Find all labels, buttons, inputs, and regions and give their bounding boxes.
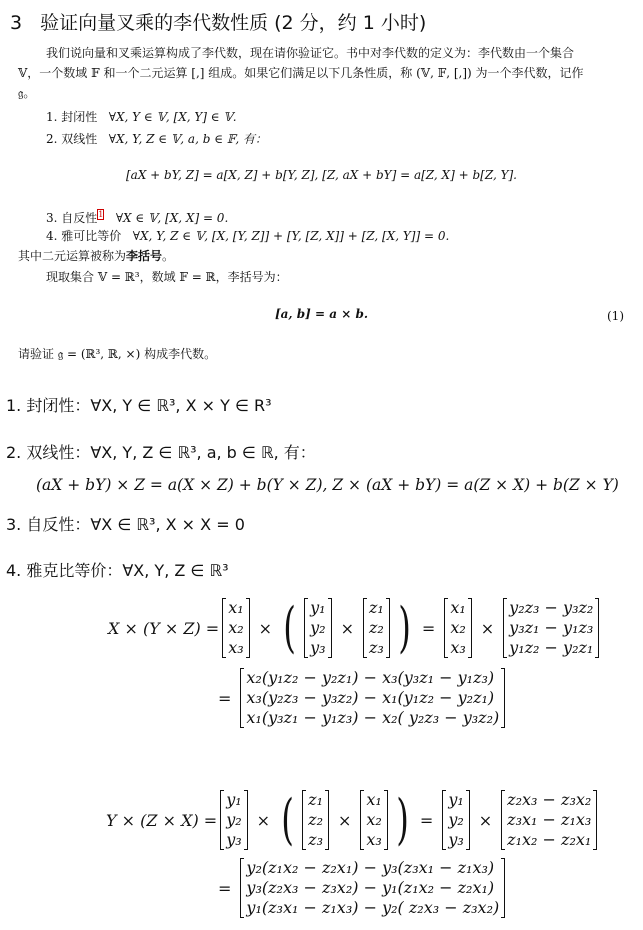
prop-1-label: 1. 封闭性 [46,110,98,124]
equation-number: (1) [607,309,624,323]
answer-bilinear: 2. 双线性：∀X, Y, Z ∈ ℝ³, a, b ∈ ℝ, 有： [6,443,316,462]
jacobi-1-result-matrix: x₂(y₁z₂ − y₂z₁) − x₃(y₃z₁ − y₁z₃) x₃(y₂z₃ − y₃z₂) − x₁(y₁z₂ − y₂z₁) x₁(y₃z₁ − y₁z₃) − x₂( y₂z₃ − y₃z₂) [240,668,505,728]
note-bold: 李括号 [126,249,163,263]
jacobi-2-matrix-zx: z₂x₃ − z₃x₂ z₃x₁ − z₁x₃ z₁x₂ − z₂x₁ [501,790,597,850]
note-post: 。 [162,249,175,263]
section-number: 3 [10,12,23,34]
times-sign: × [337,810,352,830]
jacobi-1-lhs: X × (Y × Z) = [108,618,220,638]
times-sign: × [256,810,271,830]
jacobi-1-matrix-x2: x₁ x₂ x₃ [444,598,471,658]
bilinear-equation [0,168,643,182]
prop-3 [46,205,228,228]
jacobi-2-matrix-y: y₁ y₂ y₃ [220,790,247,850]
bilinear-eq-text: [aX + bY, Z] = a[X, Z] + b[Y, Z], [Z, aX + bY] = a[Z, X] + b[Z, Y]. [125,168,517,182]
answer-closure: 1. 封闭性：∀X, Y ∈ ℝ³, X × Y ∈ R³ [6,396,272,415]
jacobi-1-matrix-yz: y₂z₃ − y₃z₂ y₃z₁ − y₁z₃ y₁z₂ − y₂z₁ [503,598,599,658]
prop-3-text: ∀X ∈ 𝕍, [X, X] = 0. [115,211,229,225]
jacobi-1-result [212,668,508,728]
footnote-marker[interactable]: 1 [98,210,104,219]
jacobi-1-matrix-z: z₁ z₂ z₃ [363,598,390,658]
times-sign: × [480,618,495,638]
equals-sign: = [421,618,436,638]
intro-line-1: 我们说向量和叉乘运算构成了李代数，现在请你验证它。书中对李代数的定义为：李代数由一个集合 [46,46,575,60]
jacobi-2-expansion [106,790,600,850]
prop-3-label: 3. 自反性 [46,211,98,225]
note-pre: 其中二元运算被称为 [18,249,127,263]
prop-1-text: ∀X, Y ∈ 𝕍, [X, Y] ∈ 𝕍. [108,110,237,124]
jacobi-2-result-matrix: y₂(z₁x₂ − z₂x₁) − y₃(z₃x₁ − z₁x₃) y₃(z₂x₃ − z₃x₂) − y₁(z₁x₂ − z₂x₁) y₁(z₃x₁ − z₁x₃) − y₂( z₂x₃ − z₃x₂) [240,858,505,918]
intro-line-2: 𝕍，一个数域 𝔽 和一个二元运算 [,] 组成。如果它们满足以下几条性质，称 (𝕍, 𝔽, [,]) 为一个李代数，记作 [18,66,584,80]
right-paren: ) [396,788,409,851]
equals-sign: = [419,810,434,830]
prop-2-text: ∀X, Y, Z ∈ 𝕍, a, b ∈ 𝔽, 有： [108,132,268,146]
prop-1 [46,108,237,127]
answer-bilinear-eq: (aX + bY) × Z = a(X × Z) + b(Y × Z), Z × (aX + bY) = a(Z × X) + b(Z × Y) [36,476,619,494]
lie-bracket-note [18,247,174,266]
left-paren: ( [283,596,296,659]
section-title-text: 验证向量叉乘的李代数性质 (2 分，约 1 小时) [40,12,427,34]
jacobi-2-matrix-y2: y₁ y₂ y₃ [442,790,469,850]
times-sign: × [478,810,493,830]
jacobi-2-matrix-x: x₁ x₂ x₃ [360,790,387,850]
prop-2 [46,130,267,149]
jacobi-2-matrix-z: z₁ z₂ z₃ [302,790,329,850]
intro-line-3: 𝔤。 [18,86,36,100]
prop-2-label: 2. 双线性 [46,132,98,146]
prop-4-text: ∀X, Y, Z ∈ 𝕍, [X, [Y, Z]] + [Y, [Z, X]] + [Z, [X, Y]] = 0. [132,229,450,243]
jacobi-2-lhs: Y × (Z × X) = [106,810,218,830]
answer-reflexive: 3. 自反性：∀X ∈ ℝ³, X × X = 0 [6,515,245,534]
answer-jacobi: 4. 雅克比等价：∀X, Y, Z ∈ ℝ³ [6,561,229,580]
verify-task: 请验证 𝔤 = (ℝ³, ℝ, ×) 构成李代数。 [18,347,217,361]
prop-4 [46,227,449,246]
bracket-equation [0,307,643,321]
left-paren: ( [281,788,294,851]
jacobi-1-matrix-x: x₁ x₂ x₃ [222,598,249,658]
current-setting: 现取集合 𝕍 = ℝ³，数域 𝔽 = ℝ，李括号为： [46,270,288,284]
section-title [10,8,426,35]
times-sign: × [340,618,354,638]
jacobi-1-matrix-y: y₁ y₂ y₃ [304,598,331,658]
jacobi-2-result [212,858,508,918]
times-sign: × [258,618,273,638]
bracket-eq-text: [a, b] = a × b. [274,307,369,321]
equals-sign: = [218,878,232,898]
jacobi-1-expansion [108,598,602,658]
equals-sign: = [218,688,232,708]
right-paren: ) [398,596,411,659]
prop-4-label: 4. 雅可比等价 [46,229,122,243]
